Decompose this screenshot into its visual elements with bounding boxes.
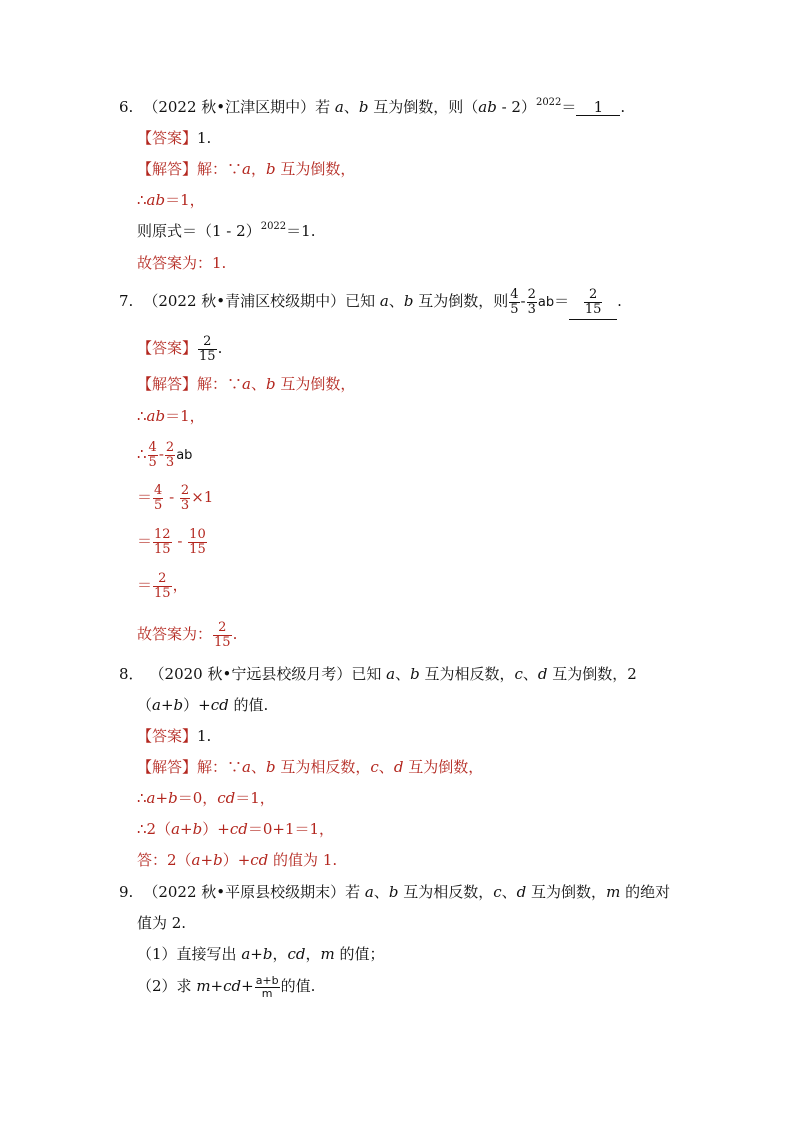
var-a-plus-b: a+b [241,945,273,963]
denominator: 15 [154,585,171,601]
therefore-symbol: ∴2（ [137,820,172,838]
question-9-stem-line-2 [137,913,186,933]
equals: ＝ [137,488,153,506]
separator: 、 [250,375,266,393]
fraction [153,484,163,513]
denominator: 15 [189,541,206,557]
question-8-solution [137,757,483,777]
denominator: 5 [148,454,157,470]
var-b: b [266,375,276,393]
stem-text: 互为相反数， [398,883,494,901]
separator: ， [272,945,288,963]
question-number: 7. [119,292,134,310]
question-9-part-1 [137,944,385,964]
var-cd: cd [229,820,248,838]
var-b: b [168,789,178,807]
solution-text: 解：∵ [197,758,243,776]
step-text: ＝1. [286,222,316,240]
question-7-step-5 [137,524,208,558]
fraction [180,484,190,513]
question-8-stem [119,664,637,684]
equals: ＝ [561,98,577,116]
separator: ， [250,160,266,178]
var-b: b [266,160,276,178]
minus: - [158,445,164,463]
var-a: a [242,160,251,178]
question-number: 8． [119,665,144,683]
separator: 、 [395,665,411,683]
solution-tag: 【解答】 [137,375,198,393]
step-text: ＝1， [165,191,205,209]
denominator: 15 [214,634,231,650]
numerator: 4 [148,439,157,455]
numerator: 2 [180,482,190,498]
denominator: 5 [154,497,163,513]
plus: + [180,820,193,838]
step-text: ＝1， [235,789,275,807]
numerator: 10 [189,526,206,542]
final-answer: 的值为 1. [268,851,338,869]
solution-text: 互为倒数， [403,758,484,776]
numerator: 12 [154,526,171,542]
period: . [620,98,626,116]
question-8-stem-line-2 [137,695,268,715]
solution-text: 解：∵ [197,375,243,393]
var-m: m [320,945,335,963]
plus: + [155,789,169,807]
solution-text: 解：∵ [197,160,243,178]
stem-text: 值为 2. [137,914,187,932]
therefore-symbol: ∴ [137,445,147,463]
numerator: 2 [213,621,232,636]
final-answer: 故答案为：1. [137,254,227,272]
times-one: ×1 [191,488,214,506]
fraction [527,288,537,317]
answer-blank [569,285,617,320]
question-source: （2022 秋•平原县校级期末）若 [143,883,361,901]
answer-blank: 1 [576,99,620,116]
var-a: a [152,696,161,714]
step-text: ＝1， [165,407,205,425]
var-c: c [493,883,502,901]
stem-text: 互为倒数， [526,883,607,901]
separator: 、 [373,883,389,901]
solution-text: 互为倒数， [275,375,356,393]
step-text: ＝0+1＝1， [247,820,335,838]
var-ab: ab [537,295,555,310]
question-6-final [137,253,226,273]
var-a: a [191,851,201,869]
question-source: （2022 秋•青浦区校级期中）已知 [143,292,376,310]
var-c: c [370,758,379,776]
var-ab: ab [176,448,193,463]
fraction [255,975,280,1000]
separator: 、 [388,292,404,310]
part-text: （2）求 [137,977,197,995]
step-text: ＝0， [177,789,218,807]
therefore-symbol: ∴ [137,191,147,209]
part-text: （1）直接写出 [137,945,242,963]
solution-text: 互为倒数， [275,160,356,178]
therefore-symbol: ∴ [137,407,147,425]
var-a: a [334,98,344,116]
var-a: a [242,375,251,393]
var-ab: ab [478,98,497,116]
numerator: 2 [584,288,603,303]
numerator: 2 [153,572,172,587]
var-a: a [364,883,374,901]
question-6-step-2 [137,190,205,210]
therefore-symbol: ∴ [137,789,147,807]
denominator: 5 [510,301,519,317]
var-b: b [388,883,399,901]
equals: ＝ [137,576,153,594]
question-9-part-2 [137,969,315,1003]
exponent: 2022 [260,221,287,232]
numerator: 2 [165,439,175,455]
minus: - [520,292,526,310]
final-answer: 答：2（ [137,851,192,869]
var-ab: ab [146,191,166,209]
fraction [198,335,217,364]
var-a: a [242,758,251,776]
numerator: 4 [510,286,519,302]
stem-text: - 2） [496,98,536,116]
equals: ＝ [137,532,153,550]
question-9-stem [119,882,670,902]
part-text: 的值. [280,977,316,995]
separator: 、 [501,883,517,901]
question-7-answer [137,331,222,365]
separator: 、 [522,665,538,683]
fraction [213,621,232,650]
stem-text: 互为相反数， [419,665,515,683]
question-7-final [137,617,237,651]
question-source: （2020 秋•宁远县校级月考）已知 [149,665,382,683]
var-cd: cd [287,945,306,963]
var-cd: cd [250,851,269,869]
answer-tag: 【答案】 [137,339,198,357]
paren: （ [137,696,153,714]
solution-tag: 【解答】 [137,160,198,178]
var-d: d [393,758,404,776]
question-7-step-2 [137,406,205,426]
stem-text: 的值. [228,696,269,714]
var-b: b [358,98,369,116]
numerator: 4 [154,482,163,498]
var-cd: cd [217,789,236,807]
denominator: 15 [154,541,171,557]
step-text: 则原式＝（1 - 2） [137,222,261,240]
fraction [509,288,519,317]
question-7-solution [137,374,355,394]
var-a: a [146,789,156,807]
question-6-step-3 [137,221,315,241]
numerator: a+b [255,973,279,987]
question-7-stem [119,284,622,318]
exponent: 2022 [535,97,562,108]
comma: ， [172,576,188,594]
answer-value: 1. [197,129,212,147]
period: . [232,625,238,643]
question-8-final [137,850,337,870]
question-8-step-3 [137,819,334,839]
answer-tag: 【答案】 [137,129,198,147]
plus: + [160,696,174,714]
var-b: b [173,696,184,714]
var-cd: cd [210,696,229,714]
var-b: b [410,665,420,683]
separator: 、 [343,98,359,116]
fraction [584,288,603,317]
expression: m+cd+ [196,977,254,995]
equals: ＝ [554,292,570,310]
var-b: b [403,292,414,310]
period: . [617,292,622,310]
question-number: 6. [119,98,134,116]
stem-text: 互为倒数，则（ [368,98,479,116]
minus: - [164,488,179,506]
question-7-step-4 [137,480,213,514]
question-7-step-3 [137,437,192,471]
var-a: a [379,292,389,310]
solution-tag: 【解答】 [137,758,198,776]
fraction [148,441,158,470]
paren: ）+ [222,851,251,869]
var-b: b [266,758,276,776]
paren: ）+ [202,820,230,838]
separator: 、 [378,758,394,776]
var-ab: ab [146,407,166,425]
fraction [165,441,175,470]
var-m: m [606,883,621,901]
separator: 、 [250,758,266,776]
denominator: 3 [165,454,175,470]
var-d: d [516,883,527,901]
final-answer: 故答案为： [137,625,213,643]
denominator: 15 [199,348,216,364]
plus: + [200,851,214,869]
paren: ）+ [183,696,211,714]
answer-value: 1. [197,727,212,745]
denominator: 3 [527,301,536,317]
question-8-step-2 [137,788,275,808]
minus: - [172,532,188,550]
numerator: 2 [527,286,536,302]
question-6-stem [119,97,625,117]
denominator: 3 [180,497,190,513]
question-8-answer [137,726,211,746]
stem-text: 互为倒数，则 [413,292,509,310]
var-b: b [213,851,223,869]
solution-text: 互为相反数， [275,758,371,776]
answer-tag: 【答案】 [137,727,198,745]
stem-text: 互为倒数，2 [547,665,637,683]
var-d: d [537,665,548,683]
question-number: 9. [119,883,134,901]
var-c: c [514,665,523,683]
var-b: b [192,820,203,838]
denominator: m [261,986,273,1000]
fraction [188,528,207,557]
period: . [217,339,223,357]
var-a: a [171,820,181,838]
denominator: 15 [584,302,602,317]
numerator: 2 [198,335,217,350]
fraction [153,528,172,557]
fraction [153,572,172,601]
separator: ， [305,945,321,963]
question-6-solution [137,159,355,179]
stem-text: 的绝对 [620,883,671,901]
question-7-step-6 [137,568,188,602]
question-source: （2022 秋•江津区期中）若 [143,98,331,116]
part-text: 的值； [334,945,385,963]
var-a: a [386,665,396,683]
question-6-answer [137,128,211,148]
